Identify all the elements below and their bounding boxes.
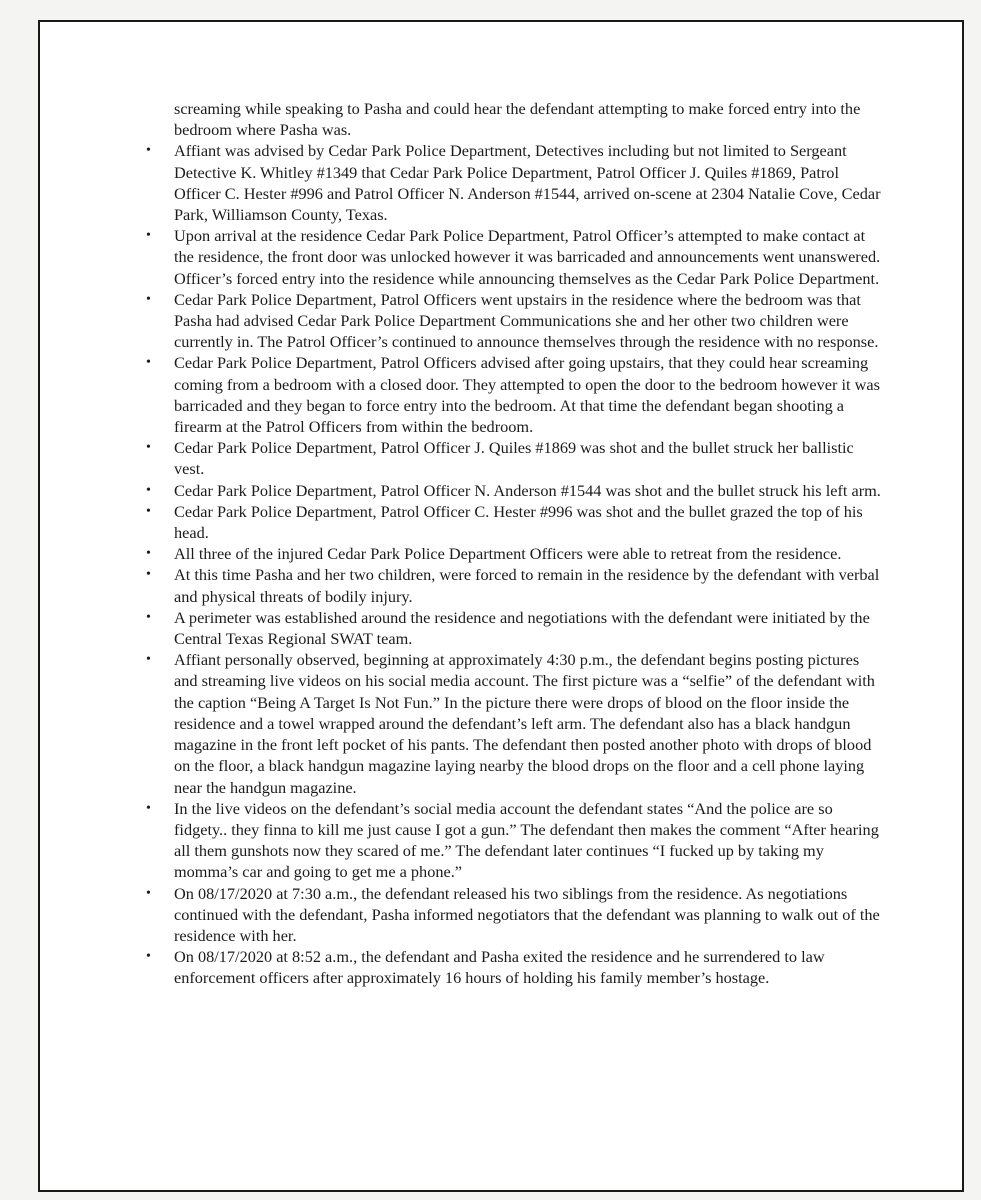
list-item [146, 798, 886, 883]
list-item-text: In the live videos on the defendant’s social media account the defendant states “And the police are so fidgety.. they finna to kill me just cause I got a gun.” The defendant then makes the comment “After hearing all them gunshots now they scared of me.” The defendant later continues “I fucked up by taking my momma’s car and going to get me a phone.” [174, 798, 879, 882]
list-item [146, 480, 886, 501]
list-item [146, 564, 886, 606]
list-item-text: On 08/17/2020 at 7:30 a.m., the defendant released his two siblings from the residence. As negotiations continued with the defendant, Pasha informed negotiators that the defendant was planning to walk out of the residence with her. [174, 883, 880, 945]
bullet-list [146, 140, 886, 988]
bullet-icon: • [146, 652, 151, 668]
bullet-icon: • [146, 567, 151, 583]
list-item [146, 225, 886, 289]
list-item-text: Cedar Park Police Department, Patrol Officers advised after going upstairs, that they could hear screaming coming from a bedroom with a closed door. They attempted to open the door to the bedroom however it was barricaded and they began to force entry into the bedroom. At that time the defendant began shooting a firearm at the Patrol Officers from within the bedroom. [174, 353, 880, 437]
bullet-icon: • [146, 291, 151, 307]
bullet-icon: • [146, 440, 151, 456]
list-item [146, 437, 886, 479]
list-item [146, 543, 886, 564]
document-body [146, 98, 886, 989]
list-item [146, 649, 886, 797]
list-item [146, 289, 886, 353]
document-page [38, 20, 964, 1192]
bullet-icon: • [146, 800, 151, 816]
list-item-text: Cedar Park Police Department, Patrol Officer C. Hester #996 was shot and the bullet grazed the top of his head. [174, 501, 863, 543]
bullet-icon: • [146, 949, 151, 965]
list-item [146, 607, 886, 649]
bullet-icon: • [146, 228, 151, 244]
list-item-text: All three of the injured Cedar Park Police Department Officers were able to retreat from the residence. [174, 544, 842, 564]
bullet-icon: • [146, 546, 151, 562]
list-item-text: A perimeter was established around the residence and negotiations with the defendant were initiated by the Central Texas Regional SWAT team. [174, 607, 870, 649]
list-item-text: At this time Pasha and her two children, were forced to remain in the residence by the defendant with verbal and physical threats of bodily injury. [174, 565, 880, 606]
list-item-text: Cedar Park Police Department, Patrol Officers went upstairs in the residence where the bedroom was that Pasha had advised Cedar Park Police Department Communications she and her other two children were currently in. The Patrol Officer’s continued to announce themselves through the residence with no response. [174, 289, 879, 352]
list-item-text: On 08/17/2020 at 8:52 a.m., the defendant and Pasha exited the residence and he surrendered to law enforcement officers after approximately 16 hours of holding his family member’s hostage. [174, 947, 825, 988]
bullet-icon: • [146, 885, 151, 901]
list-item-text: Cedar Park Police Department, Patrol Officer N. Anderson #1544 was shot and the bullet struck his left arm. [174, 480, 881, 500]
bullet-icon: • [146, 482, 151, 498]
list-item-text: Upon arrival at the residence Cedar Park Police Department, Patrol Officer’s attempted to make contact at the residence, the front door was unlocked however it was barricaded and announcements went unanswered. Officer’s forced entry into the residence while announcing themselves as the Cedar Park Police Department. [174, 226, 881, 288]
bullet-icon: • [146, 143, 151, 159]
list-item-text: Cedar Park Police Department, Patrol Officer J. Quiles #1869 was shot and the bullet struck her ballistic vest. [174, 438, 854, 479]
list-item [146, 140, 886, 225]
list-item [146, 501, 886, 543]
list-item-text: Affiant personally observed, beginning at approximately 4:30 p.m., the defendant begins posting pictures and streaming live videos on his social media account. The first picture was a “selfie” of the defendant with the caption “Being A Target Is Not Fun.” In the picture there were drops of blood on the floor inside the residence and a towel wrapped around the defendant’s left arm. The defendant also has a black handgun magazine in the front left pocket of his pants. The defendant then posted another photo with drops of blood on the floor, a black handgun magazine laying nearby the blood drops on the floor and a cell phone laying near the handgun magazine. [174, 650, 875, 797]
bullet-icon: • [146, 503, 151, 519]
continuation-paragraph: screaming while speaking to Pasha and could hear the defendant attempting to make forced entry into the bedroom where Pasha was. [174, 99, 861, 140]
list-item [146, 946, 886, 988]
list-item [146, 352, 886, 437]
list-item [146, 883, 886, 947]
list-item-text: Affiant was advised by Cedar Park Police Department, Detectives including but not limited to Sergeant Detective K. Whitley #1349 that Cedar Park Police Department, Patrol Officer J. Quiles #1869, Patrol Officer C. Hester #996 and Patrol Officer N. Anderson #1544, arrived on-scene at 2304 Natalie Cove, Cedar Park, Williamson County, Texas. [174, 141, 881, 225]
bullet-icon: • [146, 355, 151, 371]
bullet-icon: • [146, 609, 151, 625]
